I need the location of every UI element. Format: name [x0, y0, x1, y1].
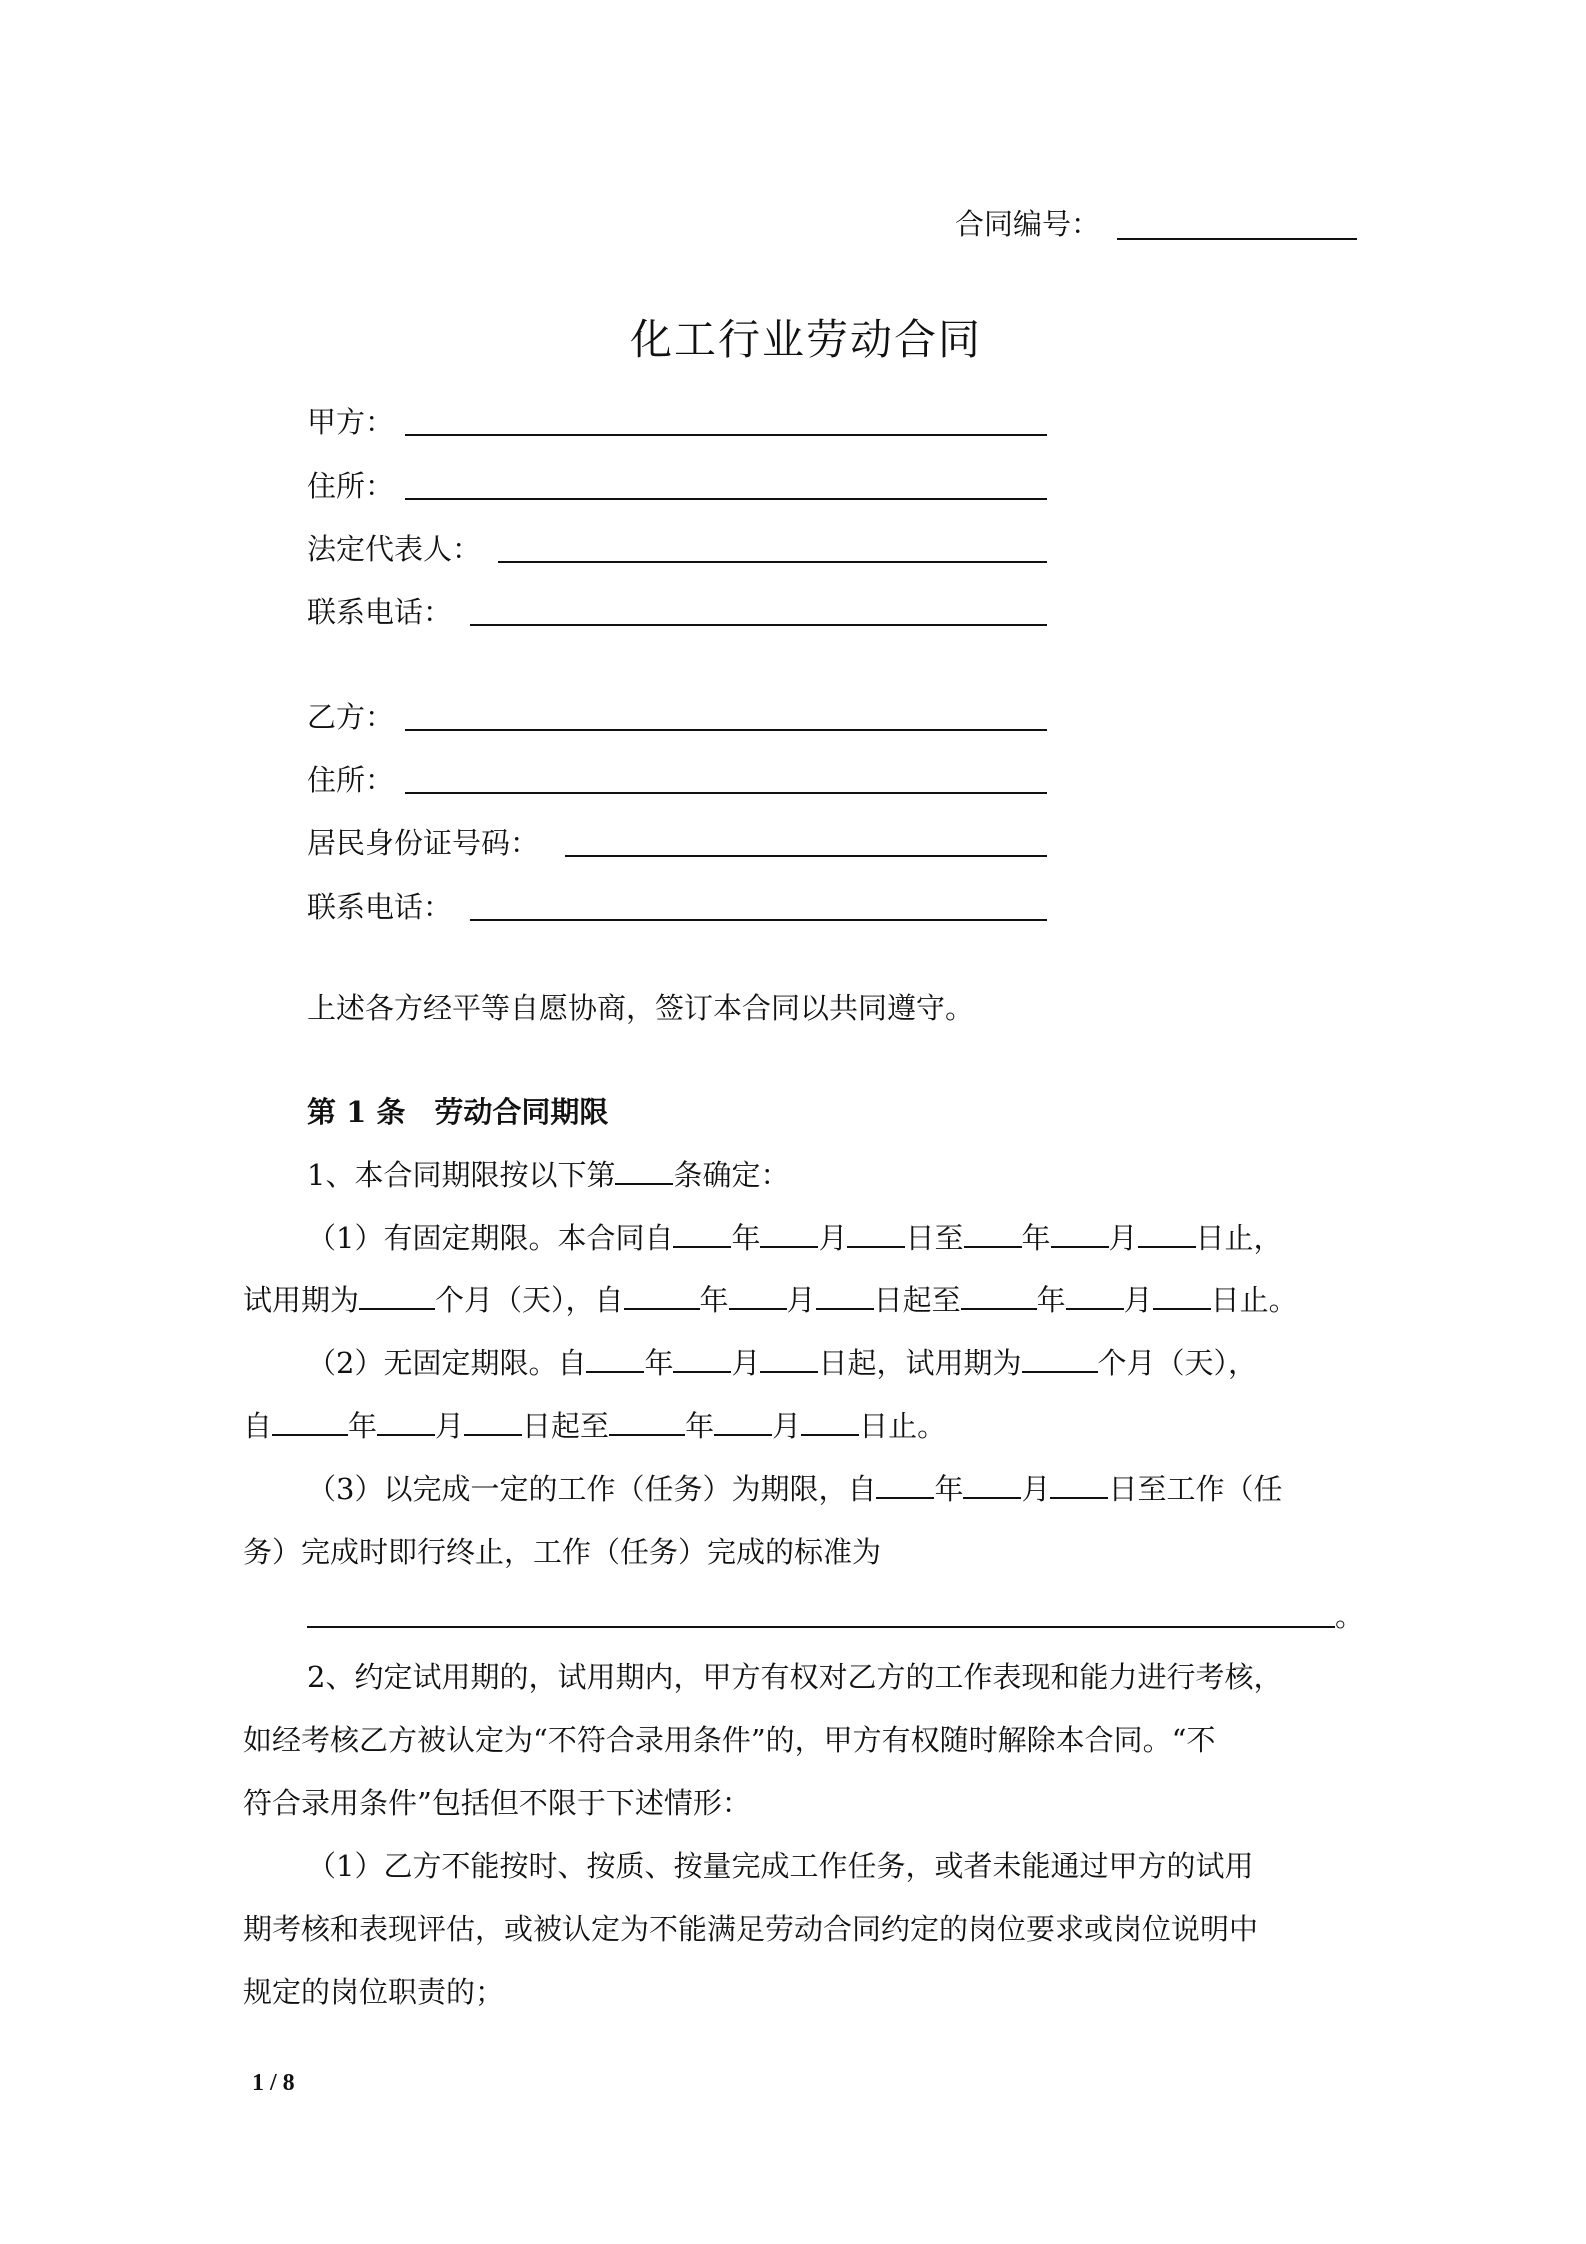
open-probation-start-year-blank[interactable]	[272, 1408, 348, 1436]
day-to-text: 日至	[905, 1221, 964, 1255]
year-text: 年	[731, 1221, 761, 1255]
probation-end-month-blank[interactable]	[1066, 1282, 1124, 1310]
party-a-phone-blank[interactable]	[470, 624, 1047, 626]
end-year-blank[interactable]	[964, 1220, 1022, 1248]
party-b-address-blank[interactable]	[405, 792, 1047, 794]
start-month-blank[interactable]	[760, 1220, 818, 1248]
item-2-line-1: 2、约定试用期的，试用期内，甲方有权对乙方的工作表现和能力进行考核，	[307, 1660, 1283, 1694]
task-start-year-blank[interactable]	[876, 1471, 934, 1499]
party-b-id-blank[interactable]	[565, 855, 1047, 857]
completion-standard-end: 。	[1335, 1599, 1365, 1633]
task-start-month-blank[interactable]	[963, 1471, 1021, 1499]
open-probation-length-blank[interactable]	[1022, 1345, 1098, 1373]
from-text: 自	[243, 1409, 273, 1443]
year-text: 年	[1021, 1221, 1051, 1255]
probation-start-day-blank[interactable]	[816, 1282, 874, 1310]
party-a-blank[interactable]	[405, 434, 1047, 436]
task-start-day-blank[interactable]	[1050, 1471, 1108, 1499]
day-end-text: 日止。	[1210, 1283, 1298, 1317]
sub-1-line-2: 期考核和表现评估，或被认定为不能满足劳动合同约定的岗位要求或岗位说明中	[243, 1912, 1259, 1946]
month-text: 月	[731, 1346, 761, 1380]
sub-1-line-3: 规定的岗位职责的；	[243, 1975, 505, 2009]
probation-length-blank[interactable]	[359, 1282, 435, 1310]
end-month-blank[interactable]	[1051, 1220, 1109, 1248]
item-1-text	[307, 1153, 789, 1197]
year-text: 年	[644, 1346, 674, 1380]
probation-end-year-blank[interactable]	[961, 1282, 1037, 1310]
item-1-prefix: 1、本合同期限按以下第	[307, 1158, 616, 1192]
month-text: 月	[1021, 1472, 1051, 1506]
end-day-blank[interactable]	[1138, 1220, 1196, 1248]
month-text: 月	[786, 1283, 816, 1317]
open-term-intro: （2）无固定期限。自	[307, 1346, 587, 1380]
open-term-line-2	[243, 1404, 946, 1448]
day-from-text: 日起，试用期为	[818, 1346, 1022, 1380]
start-year-blank[interactable]	[673, 1220, 731, 1248]
fixed-term-intro: （1）有固定期限。本合同自	[307, 1221, 674, 1255]
day-end-text: 日止。	[859, 1409, 947, 1443]
year-text: 年	[1036, 1283, 1066, 1317]
month-text: 月	[772, 1409, 802, 1443]
sub-1-line-1: （1）乙方不能按时、按质、按量完成工作任务，或者未能通过甲方的试用	[307, 1849, 1254, 1883]
option-blank[interactable]	[615, 1157, 673, 1185]
day-to-work-text: 日至工作（任	[1108, 1472, 1283, 1506]
party-a-address-blank[interactable]	[405, 498, 1047, 500]
month-text: 月	[1123, 1283, 1153, 1317]
party-a-label: 甲方：	[307, 405, 395, 439]
contract-number-label: 合同编号：	[955, 207, 1101, 241]
contract-number-blank[interactable]	[1117, 238, 1357, 240]
open-term-line-1	[307, 1341, 1257, 1385]
year-text: 年	[685, 1409, 715, 1443]
party-a-representative-blank[interactable]	[498, 561, 1047, 563]
task-term-intro: （3）以完成一定的工作（任务）为期限，自	[307, 1472, 877, 1506]
year-text: 年	[348, 1409, 378, 1443]
party-b-id-label: 居民身份证号码：	[307, 826, 540, 860]
party-b-phone-label: 联系电话：	[307, 890, 453, 924]
months-days-text: 个月（天），	[1097, 1346, 1258, 1380]
task-term-line-2: 务）完成时即行终止，工作（任务）完成的标准为	[243, 1535, 882, 1569]
party-a-representative-label: 法定代表人：	[307, 532, 482, 566]
document-title: 化工行业劳动合同	[630, 315, 983, 364]
year-text: 年	[699, 1283, 729, 1317]
day-end-text: 日止，	[1195, 1221, 1283, 1255]
intro-text: 上述各方经平等自愿协商，签订本合同以共同遵守。	[307, 991, 975, 1025]
party-b-phone-blank[interactable]	[470, 919, 1047, 921]
probation-label: 试用期为	[243, 1283, 360, 1317]
task-term-line-1	[307, 1467, 1283, 1511]
item-2-line-2: 如经考核乙方被认定为“不符合录用条件”的，甲方有权随时解除本合同。“不	[243, 1723, 1216, 1757]
party-a-address-label: 住所：	[307, 469, 395, 503]
months-days-text: 个月（天），自	[435, 1283, 624, 1317]
item-2-line-3: 符合录用条件”包括但不限于下述情形：	[243, 1786, 751, 1820]
day-from-to-text: 日起至	[522, 1409, 610, 1443]
fixed-term-line-1	[307, 1216, 1283, 1260]
month-text: 月	[818, 1221, 848, 1255]
party-b-address-label: 住所：	[307, 763, 395, 797]
month-text: 月	[435, 1409, 465, 1443]
month-text: 月	[1108, 1221, 1138, 1255]
open-probation-start-month-blank[interactable]	[377, 1408, 435, 1436]
day-from-to-text: 日起至	[873, 1283, 961, 1317]
open-start-year-blank[interactable]	[586, 1345, 644, 1373]
open-probation-start-day-blank[interactable]	[464, 1408, 522, 1436]
open-probation-end-year-blank[interactable]	[609, 1408, 685, 1436]
start-day-blank[interactable]	[847, 1220, 905, 1248]
article-1-heading: 第 1 条 劳动合同期限	[307, 1095, 609, 1129]
year-text: 年	[934, 1472, 964, 1506]
completion-standard-blank[interactable]	[307, 1626, 1335, 1628]
fixed-term-line-2	[243, 1278, 1298, 1322]
party-b-label: 乙方：	[307, 700, 395, 734]
probation-start-year-blank[interactable]	[624, 1282, 700, 1310]
open-probation-end-day-blank[interactable]	[801, 1408, 859, 1436]
open-probation-end-month-blank[interactable]	[714, 1408, 772, 1436]
probation-start-month-blank[interactable]	[729, 1282, 787, 1310]
open-start-month-blank[interactable]	[673, 1345, 731, 1373]
page-number: 1 / 8	[252, 2070, 295, 2096]
open-start-day-blank[interactable]	[760, 1345, 818, 1373]
party-a-phone-label: 联系电话：	[307, 595, 453, 629]
party-b-blank[interactable]	[405, 729, 1047, 731]
item-1-suffix: 条确定：	[673, 1158, 790, 1192]
probation-end-day-blank[interactable]	[1153, 1282, 1211, 1310]
